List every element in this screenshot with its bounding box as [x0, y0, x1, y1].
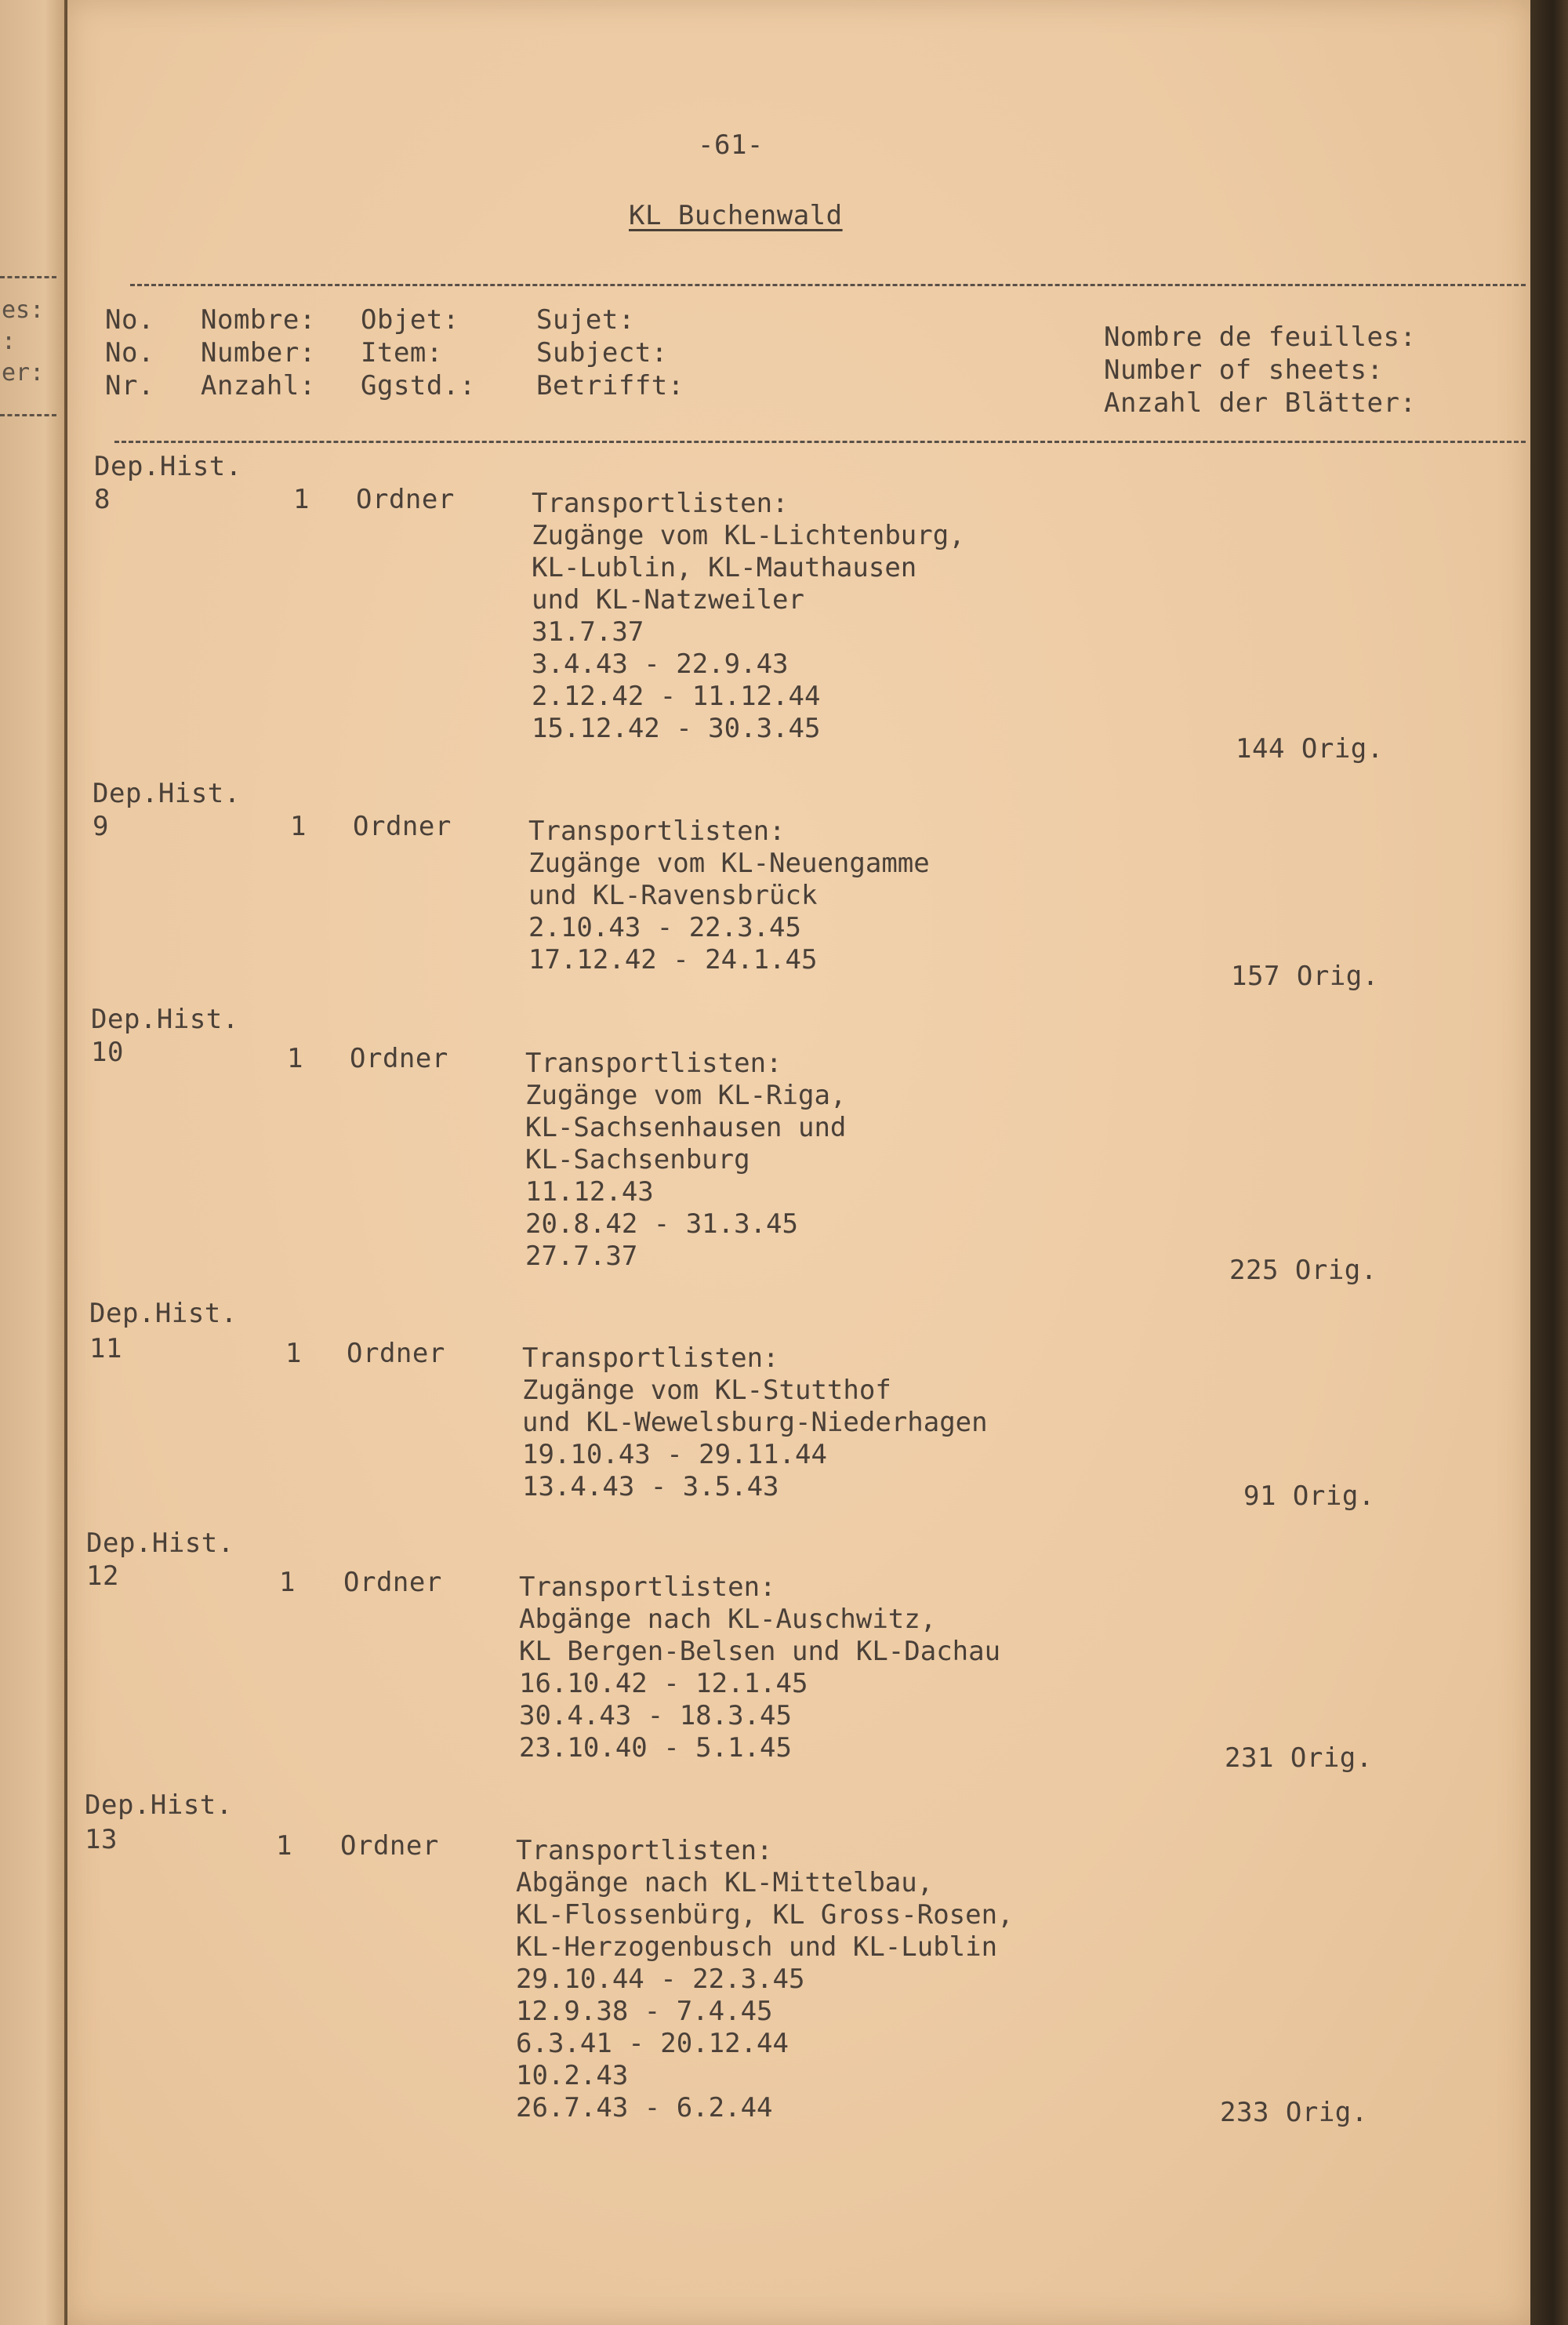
subject-line: 10.2.43 — [516, 2060, 629, 2091]
subject-line: KL-Flossenbürg, KL Gross-Rosen, — [516, 1899, 1014, 1931]
header-number-sheets: Number of sheets: — [1104, 354, 1384, 386]
subject-line: KL Bergen-Belsen und KL-Dachau — [519, 1636, 1001, 1667]
entry-item: Ordner — [350, 1043, 448, 1074]
entry-item: Ordner — [347, 1338, 445, 1369]
subject-line: 29.10.44 - 22.3.45 — [516, 1964, 805, 1995]
subject-line: 2.12.42 - 11.12.44 — [532, 681, 821, 712]
subject-line: KL-Herzogenbusch und KL-Lublin — [516, 1931, 998, 1963]
header-nombre-feuilles: Nombre de feuilles: — [1104, 322, 1417, 353]
subject-line: Abgänge nach KL-Auschwitz, — [519, 1604, 937, 1635]
subject-line: KL-Sachsenhausen und — [525, 1112, 847, 1143]
subject-line: 16.10.42 - 12.1.45 — [519, 1668, 808, 1699]
document-page — [67, 0, 1530, 2325]
entry-count: 1 — [293, 484, 310, 515]
entry-subject — [519, 1571, 1000, 1764]
previous-page-edge — [0, 0, 67, 2325]
subject-line: Abgänge nach KL-Mittelbau, — [516, 1867, 934, 1898]
entry-subject — [522, 1342, 988, 1503]
header-no-en: No. — [105, 337, 154, 369]
header-top-rule — [130, 284, 1526, 286]
entry-subject — [516, 1835, 1014, 2124]
subject-line: 13.4.43 - 3.5.43 — [522, 1471, 779, 1502]
page-number: -61- — [698, 129, 764, 161]
subject-line: Transportlisten: — [516, 1835, 773, 1866]
prev-page-fragment: : — [2, 328, 16, 355]
subject-line: 31.7.37 — [532, 616, 644, 648]
subject-line: und KL-Natzweiler — [532, 584, 804, 616]
subject-line: 19.10.43 - 29.11.44 — [522, 1439, 827, 1470]
entry-sheets: 91 Orig. — [1243, 1480, 1375, 1512]
header-bottom-rule — [114, 441, 1526, 443]
subject-line: 3.4.43 - 22.9.43 — [532, 648, 789, 680]
entry-count: 1 — [279, 1567, 296, 1598]
entry-number: 11 — [89, 1333, 122, 1364]
header-nr-de: Nr. — [105, 370, 154, 401]
header-objet: Objet: — [361, 304, 459, 336]
entry-subject — [528, 816, 930, 976]
header-sujet: Sujet: — [536, 304, 635, 336]
book-binding-edge — [1530, 0, 1568, 2325]
subject-line: KL-Lublin, KL-Mauthausen — [532, 552, 917, 583]
subject-line: 26.7.43 - 6.2.44 — [516, 2092, 773, 2123]
header-subject: Subject: — [536, 337, 668, 369]
subject-line: Zugänge vom KL-Neuengamme — [528, 848, 930, 879]
entry-item: Ordner — [353, 811, 452, 842]
entry-label: Dep.Hist. — [94, 451, 242, 482]
header-number: Number: — [201, 337, 316, 369]
subject-line: Zugänge vom KL-Lichtenburg, — [532, 520, 965, 551]
subject-line: und KL-Wewelsburg-Niederhagen — [522, 1407, 988, 1438]
prev-page-rule — [0, 414, 56, 416]
subject-line: Zugänge vom KL-Stutthof — [522, 1375, 891, 1406]
entry-number: 8 — [94, 484, 111, 515]
entry-sheets: 225 Orig. — [1229, 1255, 1377, 1286]
entry-label: Dep.Hist. — [91, 1004, 239, 1035]
subject-line: 23.10.40 - 5.1.45 — [519, 1732, 792, 1764]
entry-label: Dep.Hist. — [89, 1298, 238, 1329]
header-ggstd: Ggstd.: — [361, 370, 476, 401]
header-no-fr: No. — [105, 304, 154, 336]
entry-count: 1 — [285, 1338, 302, 1369]
subject-line: 17.12.42 - 24.1.45 — [528, 944, 818, 975]
subject-line: Transportlisten: — [532, 488, 789, 519]
page-title: KL Buchenwald — [629, 200, 843, 231]
entry-count: 1 — [290, 811, 307, 842]
entry-item: Ordner — [356, 484, 455, 515]
entry-sheets: 231 Orig. — [1225, 1742, 1373, 1774]
entry-number: 12 — [86, 1560, 119, 1592]
entry-label: Dep.Hist. — [93, 778, 241, 809]
subject-line: und KL-Ravensbrück — [528, 880, 818, 911]
subject-line: 6.3.41 - 20.12.44 — [516, 2028, 789, 2059]
subject-line: 30.4.43 - 18.3.45 — [519, 1700, 792, 1731]
subject-line: Transportlisten: — [525, 1048, 782, 1079]
entry-subject — [532, 488, 965, 745]
entry-sheets: 144 Orig. — [1236, 733, 1384, 765]
entry-subject — [525, 1048, 846, 1273]
entry-count: 1 — [287, 1043, 303, 1074]
entry-item: Ordner — [340, 1830, 439, 1862]
subject-line: Zugänge vom KL-Riga, — [525, 1080, 847, 1111]
header-betrifft: Betrifft: — [536, 370, 684, 401]
subject-line: 11.12.43 — [525, 1176, 654, 1208]
prev-page-fragment: er: — [2, 359, 45, 387]
subject-line: Transportlisten: — [522, 1342, 779, 1374]
entry-sheets: 233 Orig. — [1220, 2097, 1368, 2128]
entry-item: Ordner — [343, 1567, 442, 1598]
prev-page-fragment: es: — [2, 296, 45, 324]
header-anzahl: Anzahl: — [201, 370, 316, 401]
entry-sheets: 157 Orig. — [1231, 961, 1379, 992]
subject-line: 15.12.42 - 30.3.45 — [532, 713, 821, 744]
entry-label: Dep.Hist. — [86, 1528, 234, 1559]
entry-number: 13 — [85, 1824, 118, 1855]
header-anzahl-blaetter: Anzahl der Blätter: — [1104, 387, 1417, 419]
subject-line: 27.7.37 — [525, 1241, 638, 1272]
subject-line: 2.10.43 - 22.3.45 — [528, 912, 801, 943]
entry-number: 10 — [91, 1037, 124, 1068]
subject-line: Transportlisten: — [528, 816, 786, 847]
subject-line: 12.9.38 - 7.4.45 — [516, 1996, 773, 2027]
subject-line: KL-Sachsenburg — [525, 1144, 750, 1175]
entry-count: 1 — [276, 1830, 292, 1862]
subject-line: 20.8.42 - 31.3.45 — [525, 1208, 798, 1240]
prev-page-rule — [0, 276, 56, 278]
entry-number: 9 — [93, 811, 109, 842]
header-item: Item: — [361, 337, 443, 369]
entry-label: Dep.Hist. — [85, 1789, 233, 1821]
header-nombre: Nombre: — [201, 304, 316, 336]
subject-line: Transportlisten: — [519, 1571, 776, 1603]
